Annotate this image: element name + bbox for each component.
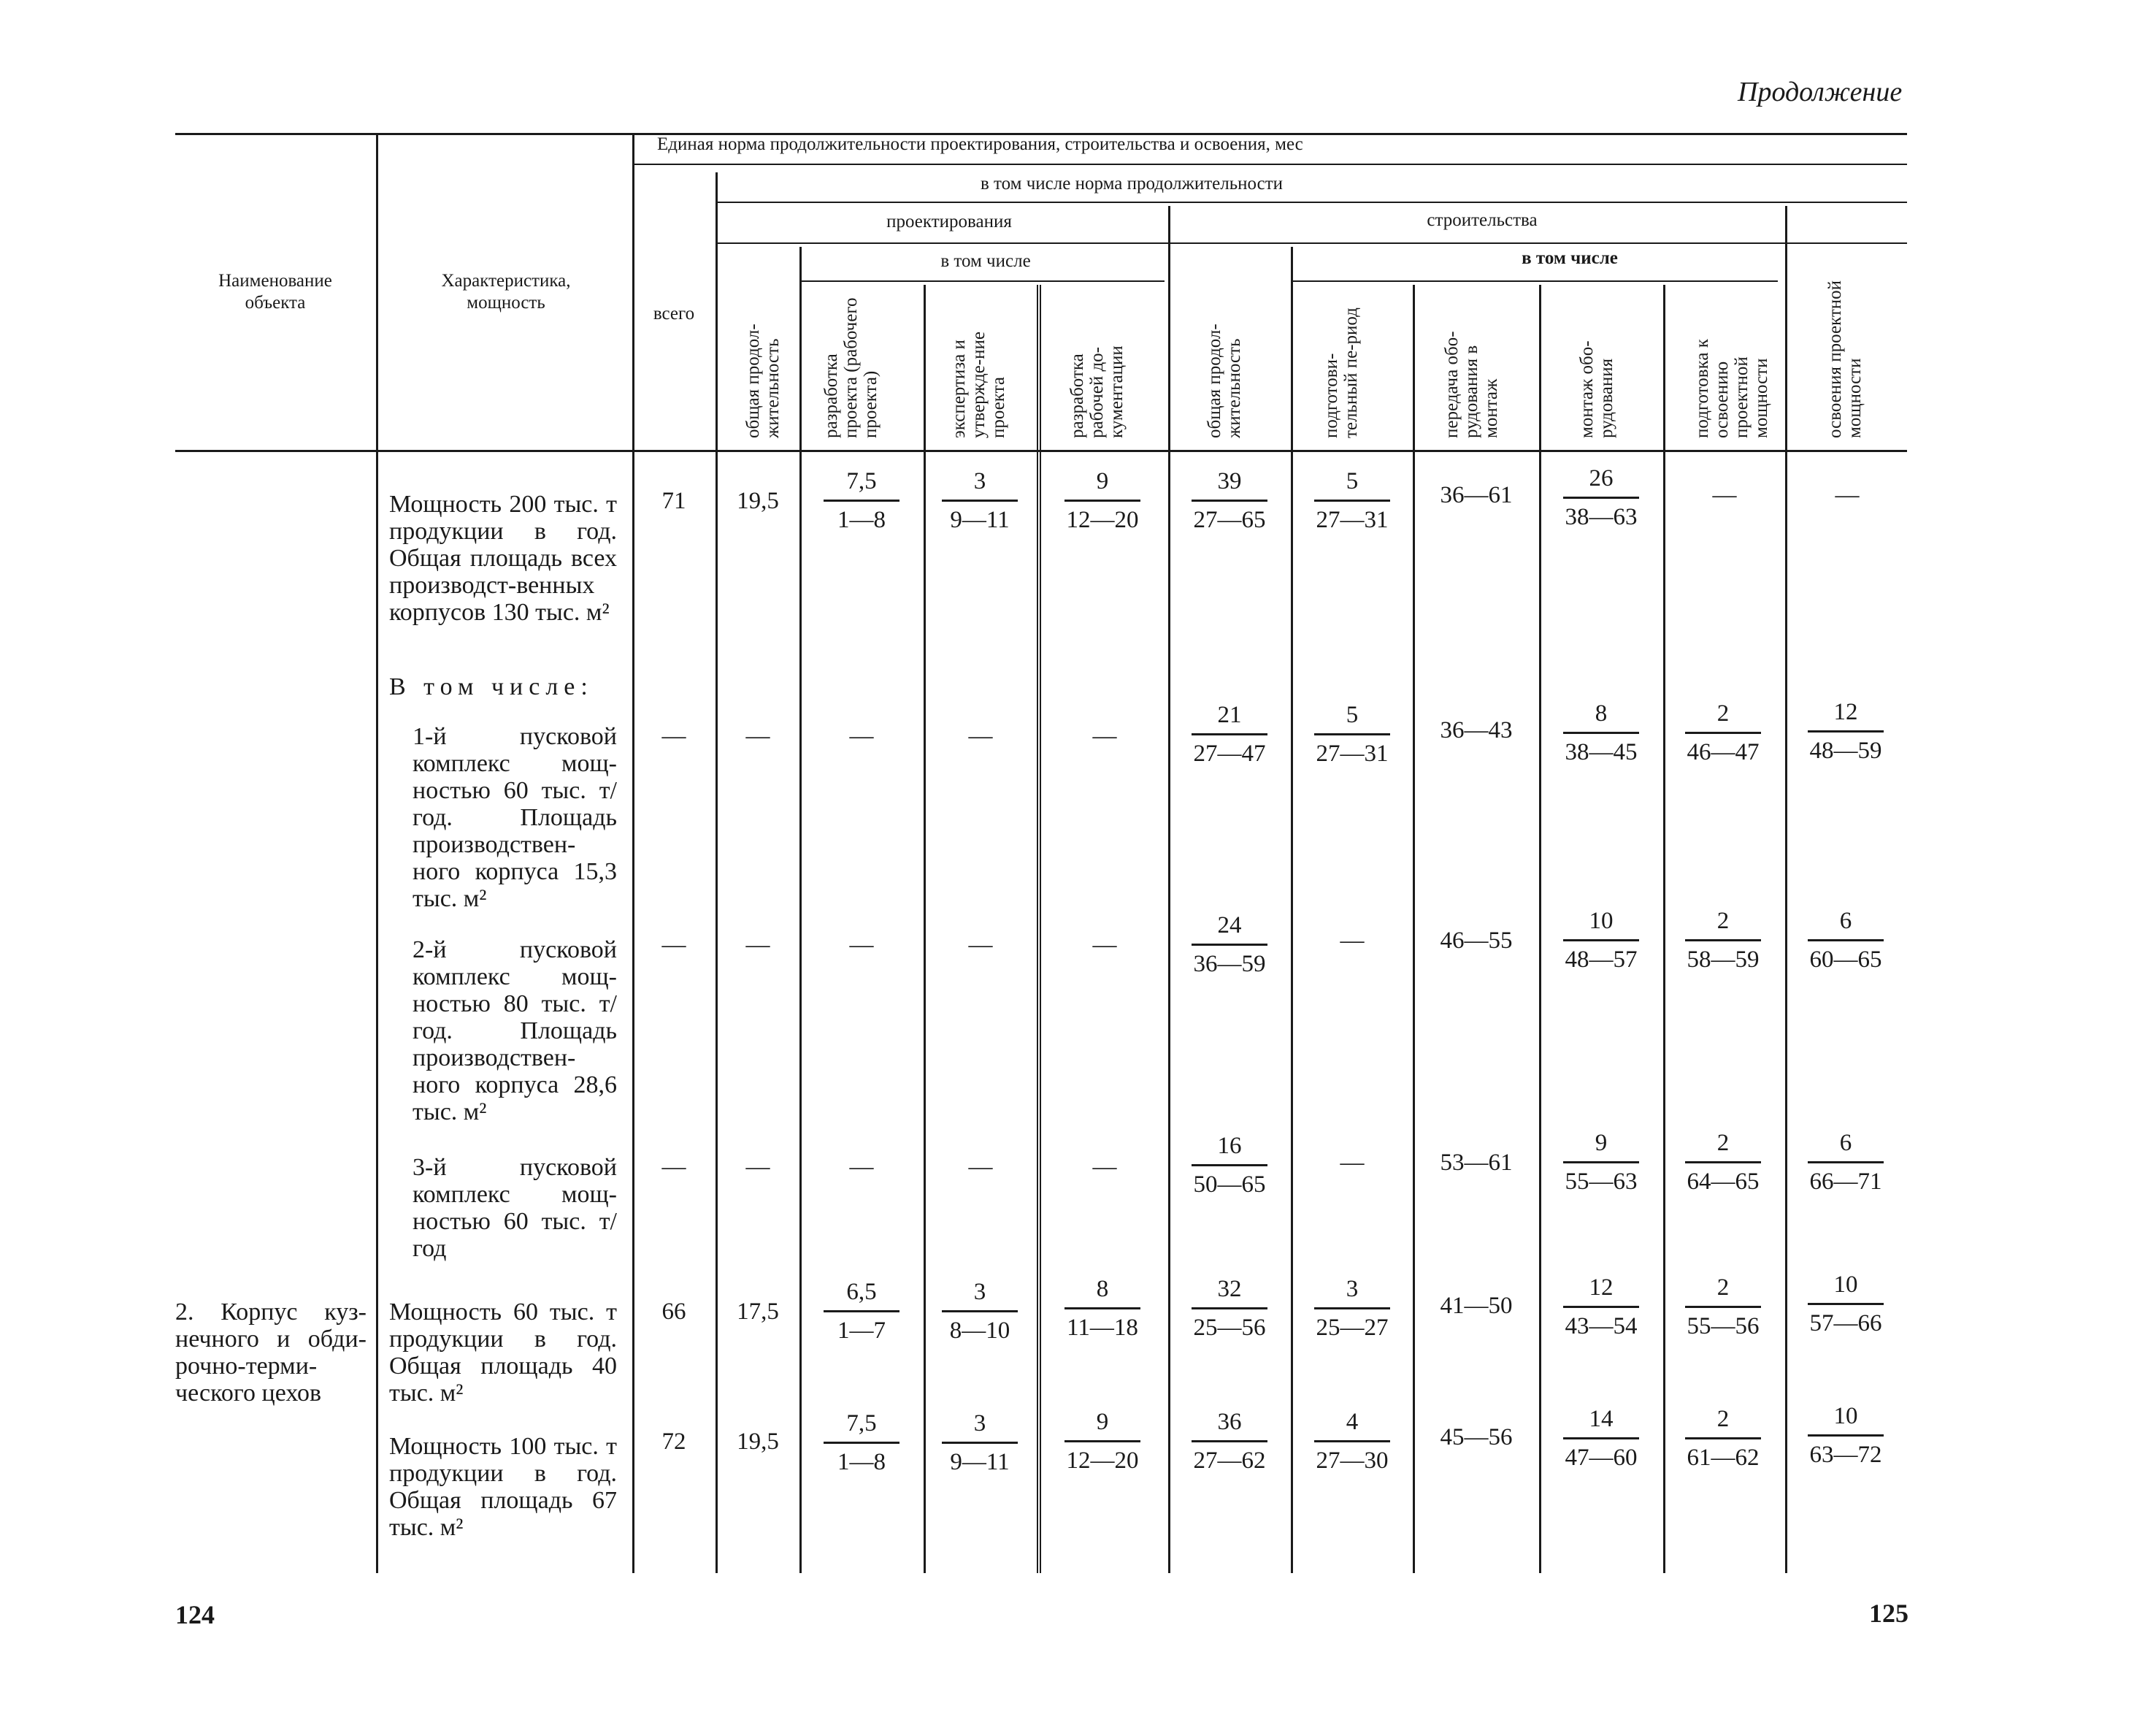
frac-mastering: 10 63—72 — [1802, 1402, 1890, 1469]
cell-total: — — [661, 932, 686, 958]
frac-design-exp: 3 8—10 — [936, 1278, 1024, 1345]
frac-constr-master: 2 61—62 — [1679, 1405, 1767, 1472]
cell-total: — — [661, 1154, 686, 1180]
cell-total: 72 — [661, 1428, 686, 1455]
object-name: 2. Корпус куз-нечного и обди-рочно-терми-ческого цехов — [175, 1298, 367, 1407]
header-constr-mount: монтаж обо-рудования — [1577, 340, 1616, 438]
frac-constr-total: 39 27—65 — [1186, 467, 1273, 534]
frac-constr-master: 2 58—59 — [1679, 907, 1767, 974]
frac-constr-total: 21 27—47 — [1186, 701, 1273, 768]
frac-mastering: 10 57—66 — [1802, 1271, 1890, 1337]
frac-constr-master: 2 55—56 — [1679, 1274, 1767, 1340]
header-char-col: Характеристика, мощность — [441, 271, 571, 313]
frac-constr-prep: 5 27—31 — [1308, 467, 1396, 534]
header-unified-norm: Единая норма продолжительности проектирования, строительства и освоения, мес — [657, 134, 1303, 154]
cell-design-total: 19,5 — [737, 488, 779, 514]
frac-constr-mount: 26 38—63 — [1557, 464, 1645, 531]
cell-constr-equip: 45—56 — [1440, 1424, 1513, 1450]
cell-design-work: — — [1092, 723, 1117, 749]
frac-design-exp: 3 9—11 — [936, 1410, 1024, 1476]
cell-total: 71 — [661, 488, 686, 514]
frac-constr-mount: 9 55—63 — [1557, 1129, 1645, 1196]
cell-design-exp: — — [968, 1154, 993, 1180]
frac-constr-mount: 10 48—57 — [1557, 907, 1645, 974]
cell-design-dev: — — [849, 1154, 874, 1180]
frac-constr-master: 2 64—65 — [1679, 1129, 1767, 1196]
frac-constr-mount: 12 43—54 — [1557, 1274, 1645, 1340]
cell-mastering: — — [1835, 482, 1860, 508]
cell-design-total: — — [745, 1154, 770, 1180]
frac-constr-total: 32 25—56 — [1186, 1275, 1273, 1342]
cell-design-exp: — — [968, 932, 993, 958]
cell-total: 66 — [661, 1298, 686, 1325]
frac-design-dev: 7,5 1—8 — [818, 467, 905, 534]
frac-constr-total: 36 27—62 — [1186, 1408, 1273, 1475]
frac-design-work: 8 11—18 — [1059, 1275, 1146, 1342]
cell-design-work: — — [1092, 932, 1117, 958]
frac-design-work: 9 12—20 — [1059, 1408, 1146, 1475]
cell-constr-equip: 46—55 — [1440, 927, 1513, 954]
frac-design-dev: 6,5 1—7 — [818, 1278, 905, 1345]
cell-design-total: — — [745, 932, 770, 958]
frac-design-exp: 3 9—11 — [936, 467, 1024, 534]
header-total: всего — [653, 304, 695, 324]
frac-constr-prep: 4 27—30 — [1308, 1408, 1396, 1475]
row-description: 1-й пусковой комплекс мощ-ностью 60 тыс. т/год. Площадь производствен-ного корпуса 15,3 тыс. м² — [413, 723, 617, 912]
frac-constr-master: 2 46—47 — [1679, 700, 1767, 766]
frac-design-dev: 7,5 1—8 — [818, 1410, 905, 1476]
row-description: Мощность 100 тыс. т продукции в год. Общая площадь 67 тыс. м² — [389, 1433, 617, 1541]
continuation-label: Продолжение — [1738, 77, 1903, 107]
header-design-incl: в том числе — [940, 251, 1031, 271]
cell-design-dev: — — [849, 723, 874, 749]
header-name-col: Наименование объекта — [218, 271, 332, 313]
cell-constr-master: — — [1712, 482, 1737, 508]
cell-constr-equip: 36—61 — [1440, 482, 1513, 508]
header-constr-incl: в том числе — [1522, 248, 1618, 268]
header-constr-total: общая продол-жительность — [1205, 324, 1244, 438]
cell-design-total: 19,5 — [737, 1428, 779, 1455]
row-description: Мощность 200 тыс. т продукции в год. Общая площадь всех производст-венных корпусов 130 тыс. м² — [389, 491, 617, 626]
header-design: проектирования — [886, 212, 1012, 232]
cell-constr-equip: 41—50 — [1440, 1293, 1513, 1319]
header-constr-master: подготовка к освоению проектной мощности — [1692, 339, 1771, 438]
cell-design-dev: — — [849, 932, 874, 958]
cell-design-work: — — [1092, 1154, 1117, 1180]
frac-constr-total: 16 50—65 — [1186, 1132, 1273, 1198]
page-number-right: 125 — [1869, 1599, 1908, 1628]
cell-constr-equip: 53—61 — [1440, 1150, 1513, 1176]
frac-constr-mount: 14 47—60 — [1557, 1405, 1645, 1472]
frac-constr-prep: 5 27—31 — [1308, 701, 1396, 768]
frac-mastering: 6 66—71 — [1802, 1129, 1890, 1196]
header-incl-norm: в том числе норма продолжительности — [980, 174, 1284, 194]
cell-constr-equip: 36—43 — [1440, 717, 1513, 743]
header-constr: строительства — [1427, 210, 1538, 230]
cell-total: — — [661, 723, 686, 749]
header-design-work: разработка рабочей до-кументации — [1067, 345, 1127, 438]
cell-design-exp: — — [968, 723, 993, 749]
cell-constr-prep: — — [1340, 927, 1365, 954]
header-design-total: общая продол-жительность — [743, 324, 783, 438]
header-constr-equip: передача обо-рудования в монтаж — [1442, 331, 1501, 438]
row-description: Мощность 60 тыс. т продукции в год. Общая площадь 40 тыс. м² — [389, 1298, 617, 1407]
header-design-exp: экспертиза и утвержде-ние проекта — [949, 332, 1008, 438]
frac-constr-mount: 8 38—45 — [1557, 700, 1645, 766]
page-number-left: 124 — [175, 1600, 215, 1629]
header-design-dev: разработка проекта (рабочего проекта) — [821, 297, 881, 438]
cell-design-total: 17,5 — [737, 1298, 779, 1325]
frac-design-work: 9 12—20 — [1059, 467, 1146, 534]
cell-constr-prep: — — [1340, 1150, 1365, 1176]
frac-mastering: 12 48—59 — [1802, 698, 1890, 765]
cell-design-total: — — [745, 723, 770, 749]
frac-constr-prep: 3 25—27 — [1308, 1275, 1396, 1342]
header-constr-prep: подготови-тельный пе-риод — [1321, 307, 1361, 438]
frac-constr-total: 24 36—59 — [1186, 911, 1273, 978]
row-description: 3-й пусковой комплекс мощ-ностью 60 тыс. т/год — [413, 1154, 617, 1262]
header-mastering: освоения проектной мощности — [1825, 280, 1865, 438]
row-description: 2-й пусковой комплекс мощ-ностью 80 тыс. т/год. Площадь производствен-ного корпуса 28,6 тыс. м² — [413, 936, 617, 1125]
frac-mastering: 6 60—65 — [1802, 907, 1890, 974]
including-label: В том числе: — [389, 673, 594, 700]
